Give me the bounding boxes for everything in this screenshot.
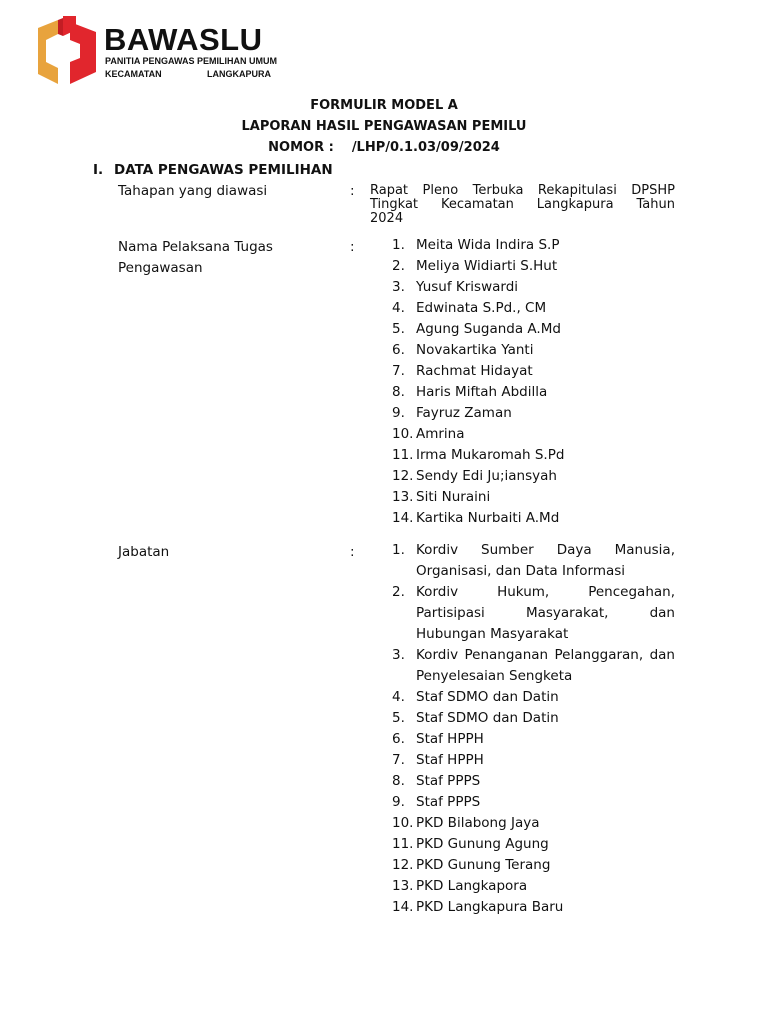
stage-label: Tahapan yang diawasi	[118, 183, 268, 199]
officer-list-item	[392, 445, 675, 466]
stage-value-line-2: Tingkat Kecamatan Langkapura Tahun	[370, 197, 675, 212]
list-item-text: Meita Wida Indira S.P	[416, 237, 560, 253]
list-item-text: Siti Nuraini	[416, 489, 491, 505]
list-item-number: 3.	[392, 279, 405, 295]
list-item-number: 5.	[392, 321, 405, 337]
position-list-item	[392, 582, 675, 645]
list-item-text: Staf HPPH	[416, 752, 484, 768]
position-list-item	[392, 876, 675, 897]
list-item-number: 4.	[392, 689, 405, 705]
position-list-item	[392, 792, 675, 813]
list-item-text: Fayruz Zaman	[416, 405, 512, 421]
list-item-text: Kordiv Sumber Daya Manusia, Organisasi, dan Data Informasi	[416, 542, 675, 579]
list-item-text: Staf SDMO dan Datin	[416, 689, 559, 705]
list-item-text: Agung Suganda A.Md	[416, 321, 561, 337]
stage-colon: :	[350, 183, 355, 199]
stage-value-line-1: Rapat Pleno Terbuka Rekapitulasi DPSHP	[370, 183, 675, 198]
officer-list-item	[392, 382, 675, 403]
list-item-text: PKD Langkapora	[416, 878, 528, 894]
officer-list-item	[392, 340, 675, 361]
section-title: DATA PENGAWAS PEMILIHAN	[114, 162, 333, 178]
list-item-number: 1.	[392, 237, 405, 253]
officers-label-line-1: Nama Pelaksana Tugas	[118, 239, 273, 255]
officer-list-item	[392, 403, 675, 424]
list-item-text: Haris Miftah Abdilla	[416, 384, 548, 400]
list-item-text: Sendy Edi Ju;iansyah	[416, 468, 557, 484]
officer-list-item	[392, 466, 675, 487]
bawaslu-logo	[30, 14, 280, 88]
stage-value	[370, 184, 675, 226]
org-subtitle: PANITIA PENGAWAS PEMILIHAN UMUM	[105, 56, 278, 66]
position-list-item	[392, 645, 675, 687]
list-item-text: Yusuf Kriswardi	[416, 279, 519, 295]
list-item-number: 12.	[392, 468, 414, 484]
positions-list	[392, 540, 675, 918]
org-level: KECAMATAN	[105, 69, 162, 79]
list-item-text: Staf HPPH	[416, 731, 484, 747]
officer-list-item	[392, 319, 675, 340]
officer-list-item	[392, 508, 675, 529]
list-item-number: 8.	[392, 773, 405, 789]
officer-list-item	[392, 424, 675, 445]
position-list-item	[392, 834, 675, 855]
position-list-item	[392, 540, 675, 582]
list-item-text: Rachmat Hidayat	[416, 363, 533, 379]
org-location: LANGKAPURA	[207, 69, 271, 79]
list-item-text: Staf SDMO dan Datin	[416, 710, 559, 726]
list-item-text: Amrina	[416, 426, 465, 442]
officer-list-item	[392, 235, 675, 256]
positions-label: Jabatan	[118, 544, 170, 560]
list-item-number: 6.	[392, 731, 405, 747]
officers-colon: :	[350, 239, 355, 255]
bawaslu-emblem-icon	[30, 14, 102, 88]
form-number	[0, 140, 768, 155]
list-item-number: 13.	[392, 878, 414, 894]
position-list-item	[392, 687, 675, 708]
list-item-number: 3.	[392, 647, 405, 663]
list-item-number: 11.	[392, 836, 414, 852]
position-list-item	[392, 897, 675, 918]
list-item-number: 10.	[392, 426, 414, 442]
position-list-item	[392, 750, 675, 771]
list-item-text: Edwinata S.Pd., CM	[416, 300, 547, 316]
list-item-number: 5.	[392, 710, 405, 726]
officer-list-item	[392, 256, 675, 277]
list-item-number: 1.	[392, 542, 405, 558]
form-title: FORMULIR MODEL A	[310, 98, 458, 113]
list-item-text: Kartika Nurbaiti A.Md	[416, 510, 560, 526]
officers-label-line-2: Pengawasan	[118, 260, 203, 276]
list-item-number: 14.	[392, 899, 414, 915]
list-item-number: 2.	[392, 584, 405, 600]
list-item-text: Staf PPPS	[416, 794, 481, 810]
position-list-item	[392, 855, 675, 876]
positions-colon: :	[350, 544, 355, 560]
section-heading	[93, 162, 333, 178]
section-numeral: I.	[93, 162, 104, 178]
position-list-item	[392, 813, 675, 834]
list-item-number: 8.	[392, 384, 405, 400]
list-item-text: Kordiv Penanganan Pelanggaran, dan Penyelesaian Sengketa	[416, 647, 675, 684]
list-item-text: PKD Gunung Agung	[416, 836, 549, 852]
list-item-number: 4.	[392, 300, 405, 316]
position-list-item	[392, 771, 675, 792]
form-subtitle: LAPORAN HASIL PENGAWASAN PEMILU	[241, 119, 527, 134]
list-item-number: 13.	[392, 489, 414, 505]
list-item-number: 12.	[392, 857, 414, 873]
list-item-text: PKD Gunung Terang	[416, 857, 551, 873]
list-item-number: 10.	[392, 815, 414, 831]
list-item-text: PKD Bilabong Jaya	[416, 815, 540, 831]
list-item-text: PKD Langkapura Baru	[416, 899, 564, 915]
list-item-number: 11.	[392, 447, 414, 463]
list-item-number: 2.	[392, 258, 405, 274]
form-number-label: NOMOR :	[268, 140, 334, 155]
officer-list-item	[392, 277, 675, 298]
list-item-text: Irma Mukaromah S.Pd	[416, 447, 565, 463]
org-name: BAWASLU	[104, 22, 263, 57]
form-number-value: /LHP/0.1.03/09/2024	[351, 140, 500, 155]
officer-list-item	[392, 361, 675, 382]
position-list-item	[392, 729, 675, 750]
list-item-number: 14.	[392, 510, 414, 526]
officer-list-item	[392, 298, 675, 319]
officers-list	[392, 235, 675, 529]
list-item-text: Novakartika Yanti	[416, 342, 534, 358]
list-item-number: 7.	[392, 752, 405, 768]
list-item-text: Kordiv Hukum, Pencegahan, Partisipasi Masyarakat, dan Hubungan Masyarakat	[416, 584, 675, 642]
position-list-item	[392, 708, 675, 729]
list-item-number: 6.	[392, 342, 405, 358]
list-item-number: 7.	[392, 363, 405, 379]
list-item-number: 9.	[392, 405, 405, 421]
list-item-number: 9.	[392, 794, 405, 810]
officer-list-item	[392, 487, 675, 508]
list-item-text: Meliya Widiarti S.Hut	[416, 258, 558, 274]
stage-value-line-3: 2024	[370, 211, 404, 226]
list-item-text: Staf PPPS	[416, 773, 481, 789]
